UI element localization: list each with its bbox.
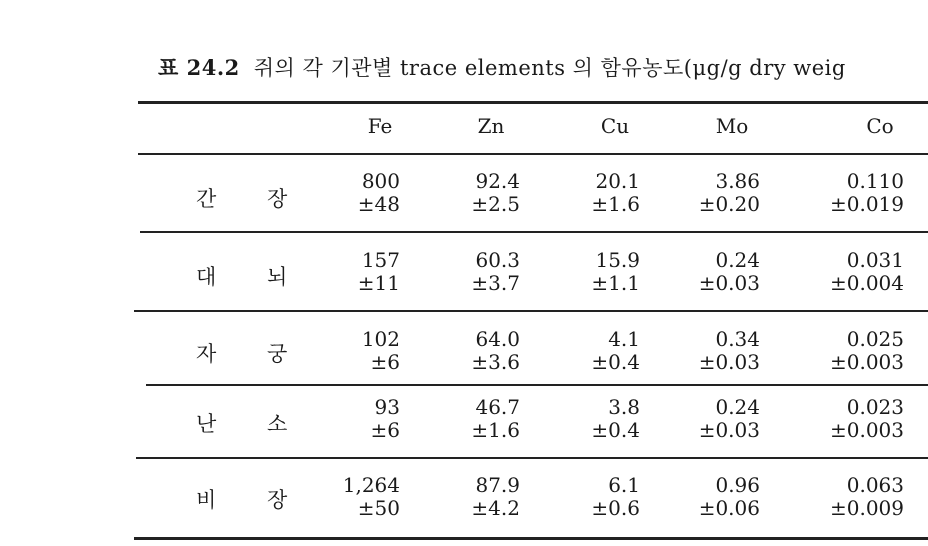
cell-sd: ±2.5 (471, 192, 520, 216)
column-header-co: Co (866, 114, 894, 138)
row-divider (146, 384, 928, 386)
cell-mean: 102 (361, 327, 400, 351)
table-cell (699, 170, 760, 216)
cell-mean: 0.023 (846, 395, 904, 419)
table-cell (343, 474, 400, 520)
table-cell (371, 396, 400, 442)
table-title: 쥐의 각 기관별 trace elements 의 함유농도(μg/g dry weig (253, 56, 846, 80)
cell-mean: 87.9 (475, 473, 520, 497)
cell-sd: ±1.1 (591, 271, 640, 295)
cell-sd: ±48 (357, 192, 400, 216)
table-cell (699, 328, 760, 374)
cell-sd: ±0.004 (829, 271, 904, 295)
row-label: 난 소 (196, 412, 310, 436)
table-cell (699, 474, 760, 520)
table-cell (591, 474, 640, 520)
cell-mean: 800 (361, 169, 400, 193)
cell-mean: 3.8 (608, 395, 640, 419)
cell-sd: ±0.20 (698, 192, 760, 216)
row-divider (140, 231, 928, 233)
table-cell (471, 328, 520, 374)
table-cell (471, 170, 520, 216)
cell-mean: 0.110 (846, 169, 904, 193)
cell-sd: ±6 (370, 350, 400, 374)
cell-sd: ±0.03 (698, 350, 760, 374)
cell-mean: 0.34 (715, 327, 760, 351)
table-cell (591, 249, 640, 295)
cell-sd: ±0.009 (829, 496, 904, 520)
cell-mean: 157 (361, 248, 400, 272)
table-cell (830, 328, 904, 374)
table-cell (699, 249, 760, 295)
cell-mean: 0.063 (846, 473, 904, 497)
table-cell (591, 170, 640, 216)
cell-mean: 3.86 (715, 169, 760, 193)
cell-sd: ±6 (370, 418, 400, 442)
cell-sd: ±1.6 (591, 192, 640, 216)
table-cell (830, 170, 904, 216)
cell-mean: 92.4 (475, 169, 520, 193)
cell-sd: ±0.06 (698, 496, 760, 520)
row-divider (134, 310, 928, 312)
table-cell (471, 474, 520, 520)
column-header-zn: Zn (477, 114, 505, 138)
cell-mean: 0.24 (715, 395, 760, 419)
row-label: 대 뇌 (196, 265, 310, 289)
cell-mean: 15.9 (595, 248, 640, 272)
cell-sd: ±3.6 (471, 350, 520, 374)
row-label: 간 장 (196, 187, 310, 211)
header-bottom-rule (138, 153, 928, 155)
column-header-cu: Cu (600, 114, 630, 138)
table-cell (591, 396, 640, 442)
cell-mean: 6.1 (608, 473, 640, 497)
cell-mean: 46.7 (475, 395, 520, 419)
table-cell (471, 249, 520, 295)
cell-sd: ±0.6 (591, 496, 640, 520)
cell-sd: ±0.4 (591, 418, 640, 442)
table-cell (591, 328, 640, 374)
table-cell (362, 328, 400, 374)
cell-sd: ±0.03 (698, 271, 760, 295)
table-cell (358, 170, 400, 216)
cell-mean: 0.031 (846, 248, 904, 272)
row-divider (136, 457, 928, 459)
cell-mean: 64.0 (475, 327, 520, 351)
cell-sd: ±0.019 (829, 192, 904, 216)
cell-sd: ±11 (357, 271, 400, 295)
cell-sd: ±4.2 (471, 496, 520, 520)
table-cell (358, 249, 400, 295)
cell-mean: 1,264 (342, 473, 400, 497)
table-caption (158, 52, 846, 82)
table-cell (830, 249, 904, 295)
table-number: 표 24.2 (158, 55, 240, 80)
cell-sd: ±0.4 (591, 350, 640, 374)
column-header-fe: Fe (367, 114, 393, 138)
cell-sd: ±0.003 (829, 418, 904, 442)
cell-sd: ±1.6 (471, 418, 520, 442)
cell-mean: 93 (374, 395, 400, 419)
column-header-mo: Mo (715, 114, 749, 138)
table-cell (830, 396, 904, 442)
cell-sd: ±3.7 (471, 271, 520, 295)
cell-sd: ±0.03 (698, 418, 760, 442)
cell-sd: ±0.003 (829, 350, 904, 374)
cell-mean: 0.025 (846, 327, 904, 351)
cell-mean: 0.96 (715, 473, 760, 497)
row-label: 비 장 (196, 488, 310, 512)
table-cell (471, 396, 520, 442)
row-label: 자 궁 (196, 342, 310, 366)
table-cell (699, 396, 760, 442)
table-cell (830, 474, 904, 520)
table-top-rule (138, 101, 928, 104)
cell-mean: 20.1 (595, 169, 640, 193)
cell-sd: ±50 (357, 496, 400, 520)
cell-mean: 0.24 (715, 248, 760, 272)
cell-mean: 60.3 (475, 248, 520, 272)
table-bottom-rule (134, 537, 928, 540)
cell-mean: 4.1 (608, 327, 640, 351)
